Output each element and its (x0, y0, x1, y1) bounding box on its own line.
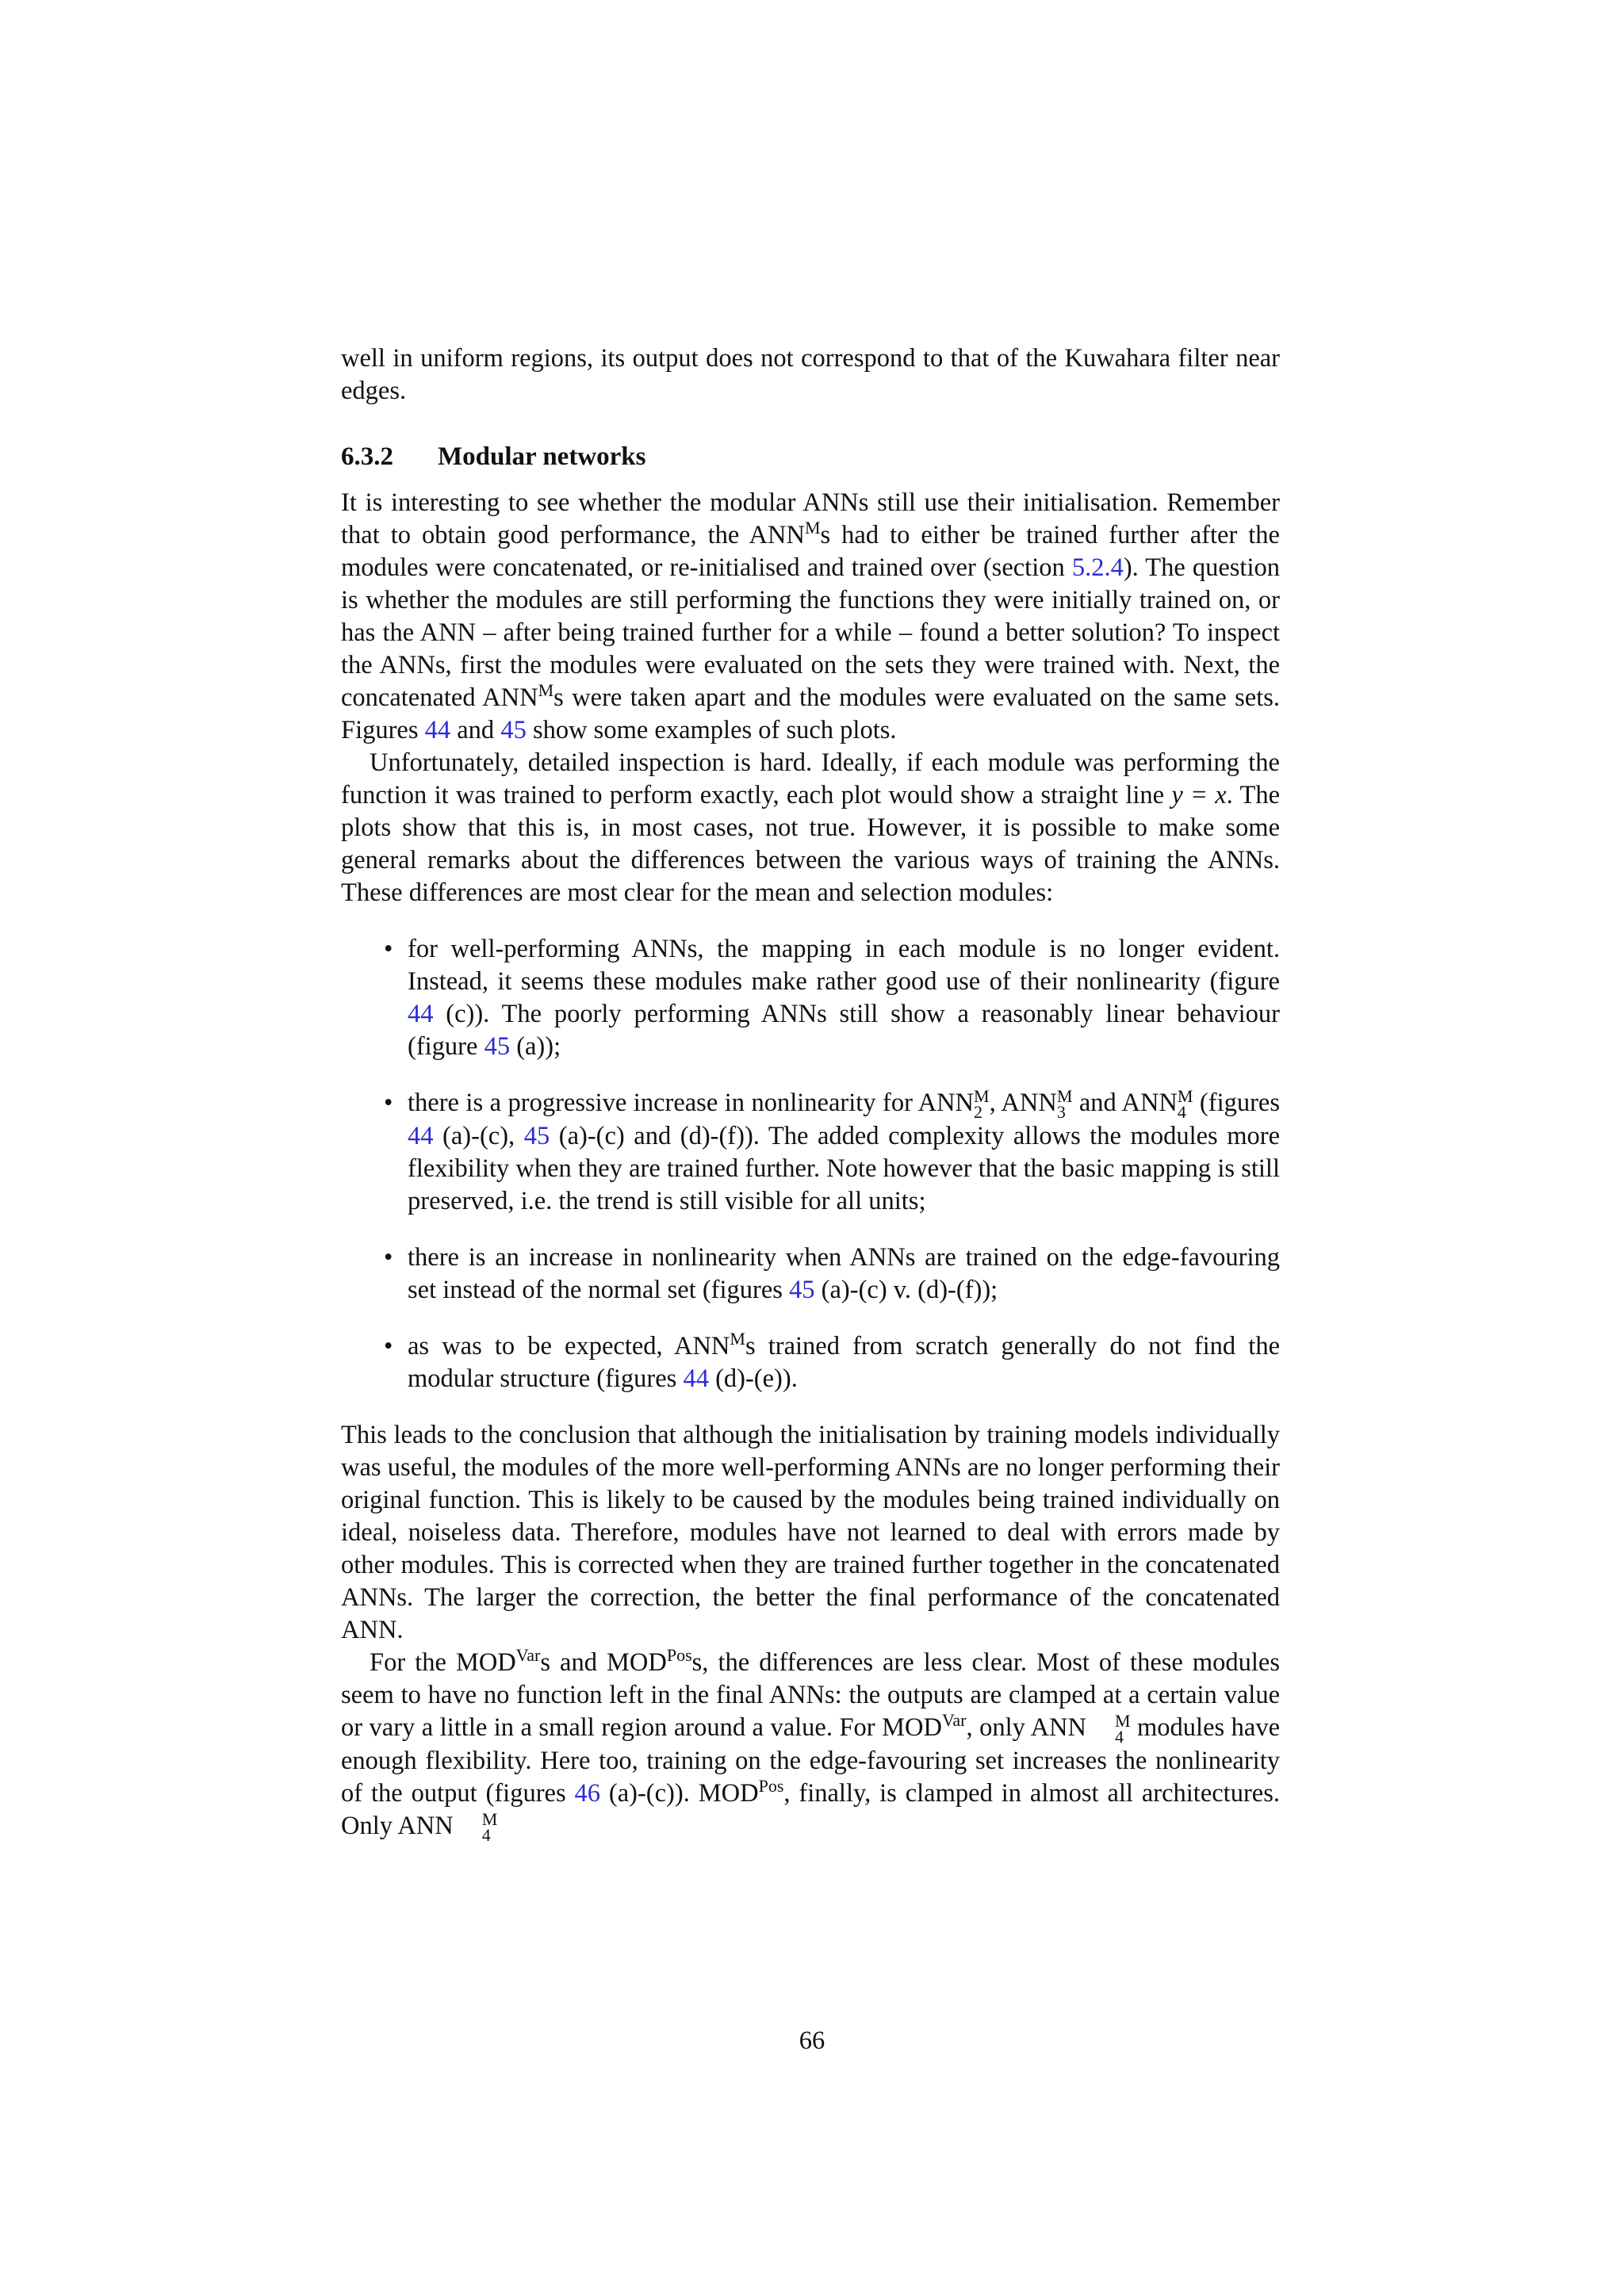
text-run: and (450, 716, 501, 744)
paragraph-3: This leads to the conclusion that although the initialisation by training models individually was useful, the modules of the more well-performing ANNs are no longer performing their original function. This is likely to be caused by the modules being trained individually on ideal, noiseless data. Therefore, modules have not learned to deal with errors made by other modules. This is corrected when they are trained further together in the concatenated ANNs. The larger the correction, the better the final performance of the concatenated ANN. (341, 1421, 1280, 1644)
text-run: (a)-(c), (433, 1122, 524, 1150)
bullet-item (341, 1242, 1280, 1307)
subscript: 4 (481, 1825, 491, 1845)
text-run: For the MOD (370, 1648, 516, 1677)
subscript: 4 (1177, 1102, 1186, 1122)
paragraph-4 (341, 1647, 1280, 1843)
paragraph-1 (341, 487, 1280, 747)
bullet-item (341, 933, 1280, 1063)
text-run: , ANN (989, 1089, 1057, 1117)
text-run: as was to be expected, ANN (408, 1332, 730, 1360)
bullet-icon: • (384, 1089, 393, 1117)
superscript: Pos (758, 1776, 784, 1797)
sup-sub-script (454, 1809, 498, 1845)
bullet-item (341, 1330, 1280, 1395)
superscript: M (804, 518, 821, 538)
text-run: s trained from scratch generally do not find the modular structure (figures (408, 1332, 1281, 1393)
subscript: 2 (974, 1102, 983, 1122)
superscript: M (730, 1329, 745, 1349)
figure-ref-link[interactable]: 45 (523, 1122, 550, 1150)
figure-ref-link[interactable]: 44 (424, 716, 451, 744)
text-run: s, the differences are less clear. Most of these modules seem to have no function left in the final ANNs: the outputs are clamped at a certain value or vary a little in a small region around a value. For MOD (341, 1648, 1280, 1742)
figure-ref-link[interactable]: 45 (500, 716, 527, 744)
section-number: 6.3.2 (341, 442, 393, 471)
text-run: there is an increase in nonlinearity when ANNs are trained on the edge-favouring set instead of the normal set (figures (408, 1243, 1280, 1304)
text-run: (figures (1193, 1089, 1281, 1117)
bullet-icon: • (384, 1332, 393, 1360)
subscript: 4 (1114, 1727, 1124, 1747)
text-run: (a)-(c)). MOD (600, 1779, 759, 1808)
text-run: It is interesting to see whether the modular ANNs still use their initialisation. Remember that to obtain good performance, the ANN (341, 488, 1280, 549)
superscript: Var (941, 1710, 967, 1731)
text-run: (d)-(e)). (708, 1364, 798, 1393)
superscript: M (1114, 1711, 1131, 1731)
text-run: (c)). The poorly performing ANNs still show a reasonably linear behaviour (figure (408, 1000, 1280, 1061)
text-run: (a)-(c) v. (d)-(f)); (814, 1276, 998, 1304)
page-body (341, 342, 1280, 1843)
page-number: 66 (799, 2026, 825, 2055)
text-run: s were taken apart and the modules were evaluated on the same sets. Figures (341, 683, 1280, 744)
figure-ref-link[interactable]: 44 (408, 1000, 434, 1028)
text-run: s had to either be trained further after the modules were concatenated, or re-initialised and trained over (section (341, 521, 1280, 582)
section-title: Modular networks (438, 442, 646, 471)
text-run: (a)); (510, 1032, 561, 1061)
superscript: M (1056, 1086, 1073, 1106)
text-run: there is a progressive increase in nonlinearity for ANN (408, 1089, 975, 1117)
figure-ref-link[interactable]: 44 (408, 1122, 434, 1150)
bullet-list (341, 933, 1280, 1395)
text-run: for well-performing ANNs, the mapping in each module is no longer evident. Instead, it seems these modules make rather good use of their nonlinearity (figure (408, 935, 1280, 996)
text-run: s and MOD (540, 1648, 667, 1677)
figure-ref-link[interactable]: 44 (683, 1364, 709, 1393)
superscript: Pos (666, 1645, 692, 1666)
bullet-icon: • (384, 935, 393, 963)
text-run: and ANN (1072, 1089, 1178, 1117)
sup-sub-script (1086, 1713, 1131, 1745)
section-heading (341, 439, 1280, 474)
section-ref-link[interactable]: 5.2.4 (1071, 553, 1124, 582)
subscript: 3 (1056, 1102, 1066, 1122)
superscript: Var (515, 1645, 541, 1666)
text-run: . The plots show that this is, in most cases, not true. However, it is possible to make some general remarks about the differences between the various ways of training the ANNs. These differences are most clear for the mean and selection modules: (341, 781, 1280, 907)
bullet-icon: • (384, 1243, 393, 1272)
text-run: , finally, is clamped in almost all architectures. Only ANN (341, 1779, 1280, 1840)
bullet-item (341, 1087, 1280, 1218)
text-run: ). The question is whether the modules are still performing the functions they were initially trained on, or has the ANN – after being trained further for a while – found a better solution? To inspect the ANNs, first the modules were evaluated on the sets they were trained with. Next, the concatenated ANN (341, 553, 1280, 712)
superscript: M (974, 1086, 990, 1106)
text-run: , only ANN (966, 1713, 1086, 1742)
text-run: (a)-(c) and (d)-(f)). The added complexity allows the modules more flexibility when they are trained further. Note however that the basic mapping is still preserved, i.e. the trend is still visible for all units; (408, 1122, 1280, 1215)
superscript: M (481, 1809, 498, 1829)
intro-paragraph: well in uniform regions, its output does not correspond to that of the Kuwahara filter near edges. (341, 344, 1280, 405)
text-run: show some examples of such plots. (526, 716, 897, 744)
math-expression: y = x (1171, 781, 1227, 809)
figure-ref-link[interactable]: 45 (789, 1276, 815, 1304)
figure-ref-link[interactable]: 45 (484, 1032, 511, 1061)
text-run: modules have enough flexibility. Here too, training on the edge-favouring set increases the nonlinearity of the output (figures (341, 1713, 1280, 1808)
sup-sub-script (1177, 1086, 1193, 1122)
sup-sub-script (1056, 1086, 1073, 1122)
sup-sub-script (974, 1086, 990, 1122)
figure-ref-link[interactable]: 46 (574, 1779, 601, 1808)
superscript: M (538, 680, 554, 701)
superscript: M (1177, 1086, 1193, 1106)
text-run: Unfortunately, detailed inspection is hard. Ideally, if each module was performing the function it was trained to perform exactly, each plot would show a straight line (341, 748, 1280, 809)
paragraph-2 (341, 747, 1280, 909)
